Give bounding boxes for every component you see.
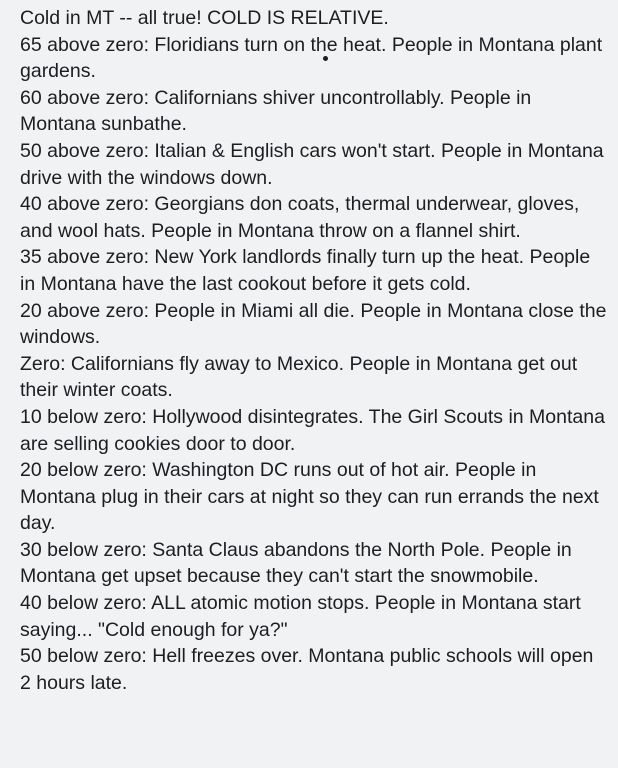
post-line-zero: Zero: Californians fly away to Mexico. People in Montana get out their winter coats.	[20, 352, 578, 402]
post-line-50-below: 50 below zero: Hell freezes over. Montana public schools will open 2 hours late.	[20, 645, 594, 694]
post-line-40-below: 40 below zero: ALL atomic motion stops. People in Montana start saying... "Cold enough for ya?"	[20, 592, 581, 641]
post-line-20-below: 20 below zero: Washington DC runs out of hot air. People in Montana plug in their cars at night so they can run errands the next day.	[20, 459, 599, 535]
post-line-50-above: 50 above zero: Italian & English cars won't start. People in Montana drive with the windows down.	[20, 139, 604, 189]
post-line-35-above: 35 above zero: New York landlords finally turn up the heat. People in Montana have the last cookout before it gets cold.	[20, 246, 591, 295]
post-line-40-above: 40 above zero: Georgians don coats, thermal underwear, gloves, and wool hats. People in Montana throw on a flannel shirt.	[20, 193, 580, 242]
post-line-60-above: 60 above zero: Californians shiver uncontrollably. People in Montana sunbathe.	[20, 86, 532, 136]
post-line-30-below: 30 below zero: Santa Claus abandons the North Pole. People in Montana get upset because they can't start the snowmobile.	[20, 538, 572, 588]
post-line-10-below: 10 below zero: Hollywood disintegrates. The Girl Scouts in Montana are selling cookies door to door.	[20, 405, 605, 455]
stray-dot	[323, 56, 328, 61]
post-title: Cold in MT -- all true! COLD IS RELATIVE.	[20, 7, 389, 29]
post-line-65-above: 65 above zero: Floridians turn on the heat. People in Montana plant gardens.	[20, 33, 603, 83]
post-line-20-above: 20 above zero: People in Miami all die. People in Montana close the windows.	[20, 299, 607, 349]
